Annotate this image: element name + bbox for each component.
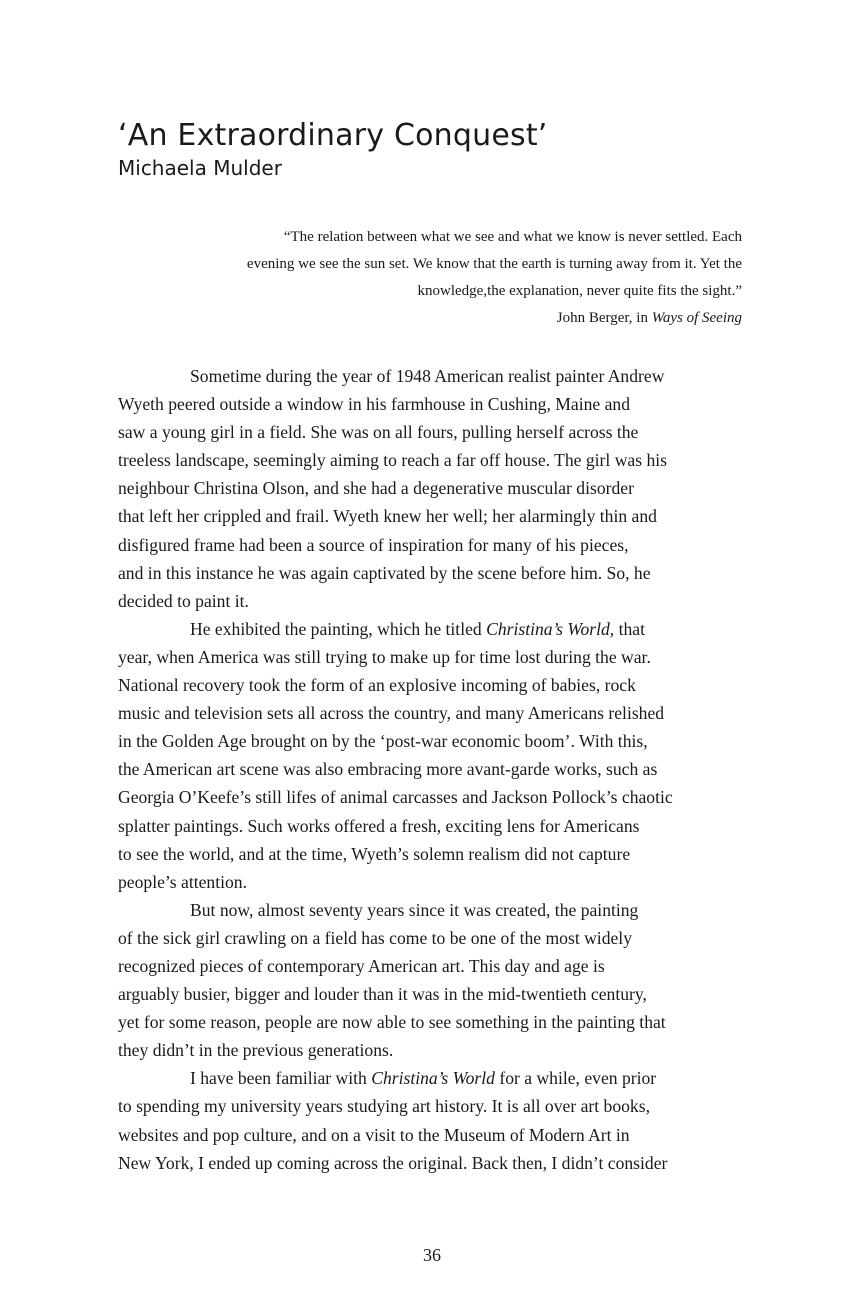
body-line: in the Golden Age brought on by the ‘post-war economic boom’. With this, <box>118 731 648 752</box>
body-line: decided to paint it. <box>118 590 249 611</box>
body-line <box>118 615 742 643</box>
body-line: Sometime during the year of 1948 American realist painter Andrew <box>190 366 665 386</box>
body-line: yet for some reason, people are now able to see something in the painting that <box>118 1012 666 1033</box>
attribution-work-title: Ways of Seeing <box>651 310 742 326</box>
body-line: neighbour Christina Olson, and she had a degenerative muscular disorder <box>118 478 634 499</box>
body-line: splatter paintings. Such works offered a fresh, exciting lens for Americans <box>118 815 640 836</box>
body-line: year, when America was still trying to make up for time lost during the war. <box>118 646 651 667</box>
body-line-text: for a while, even prior <box>494 1068 657 1089</box>
epigraph-line: “The relation between what we see and what we know is never settled. Each <box>283 229 742 245</box>
body-line <box>118 1064 742 1092</box>
body-line: and in this instance he was again captivated by the scene before him. So, he <box>118 562 651 583</box>
body-line: to see the world, and at the time, Wyeth’s solemn realism did not capture <box>118 843 631 864</box>
body-line: they didn’t in the previous generations. <box>118 1040 394 1061</box>
body-line: But now, almost seventy years since it was created, the painting <box>190 899 639 920</box>
epigraph-line: knowledge,the explanation, never quite fits the sight.” <box>417 283 742 299</box>
body-line-text: , that <box>609 618 645 639</box>
body-line: saw a young girl in a field. She was on all fours, pulling herself across the <box>118 422 639 443</box>
attribution-author: John Berger, in <box>556 310 652 326</box>
article-body <box>118 362 742 1177</box>
body-line: Wyeth peered outside a window in his farmhouse in Cushing, Maine and <box>118 394 630 415</box>
epigraph-quote <box>118 224 742 332</box>
painting-title: Christina’s World <box>486 618 610 639</box>
painting-title: Christina’s World <box>371 1068 495 1089</box>
page-number: 36 <box>423 1245 441 1265</box>
body-line-text: He exhibited the painting, which he titled <box>190 618 487 639</box>
body-line: websites and pop culture, and on a visit to the Museum of Modern Art in <box>118 1124 630 1145</box>
body-line: arguably busier, bigger and louder than it was in the mid-twentieth century, <box>118 984 647 1005</box>
body-line: disfigured frame had been a source of inspiration for many of his pieces, <box>118 534 629 555</box>
body-line-text: I have been familiar with <box>190 1068 372 1089</box>
body-line: of the sick girl crawling on a field has come to be one of the most widely <box>118 927 632 948</box>
body-line: New York, I ended up coming across the original. Back then, I didn’t consider <box>118 1152 668 1173</box>
body-line: the American art scene was also embracing more avant-garde works, such as <box>118 759 658 780</box>
body-line: National recovery took the form of an explosive incoming of babies, rock <box>118 675 636 696</box>
body-line: people’s attention. <box>118 871 247 892</box>
body-line: that left her crippled and frail. Wyeth knew her well; her alarmingly thin and <box>118 506 657 527</box>
body-line: treeless landscape, seemingly aiming to reach a far off house. The girl was his <box>118 450 667 471</box>
epigraph-attribution <box>118 305 742 332</box>
body-line: Georgia O’Keefe’s still lifes of animal carcasses and Jackson Pollock’s chaotic <box>118 787 673 808</box>
body-line: to spending my university years studying art history. It is all over art books, <box>118 1096 650 1117</box>
body-line: music and television sets all across the country, and many Americans relished <box>118 703 665 724</box>
epigraph-line: evening we see the sun set. We know that the earth is turning away from it. Yet the <box>246 256 742 272</box>
article-author: Michaela Mulder <box>118 156 282 180</box>
article-title: ‘An Extraordinary Conquest’ <box>118 118 548 153</box>
body-line: recognized pieces of contemporary American art. This day and age is <box>118 955 605 976</box>
